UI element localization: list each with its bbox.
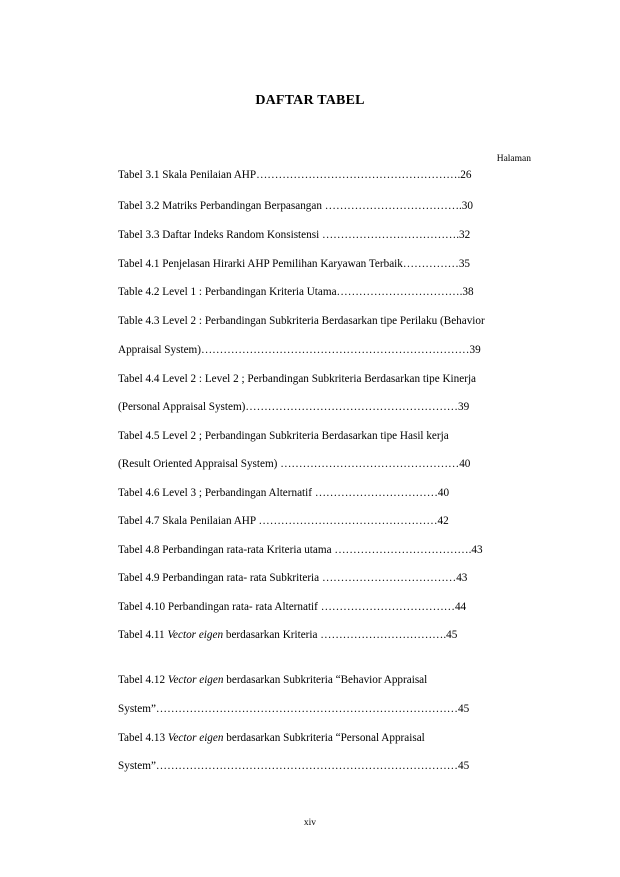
entry-dots: ……………………………. — [320, 629, 447, 641]
entry-text: Tabel 3.3 Daftar Indeks Random Konsistensi — [118, 229, 322, 241]
toc-entry — [118, 702, 469, 716]
halaman-label: Halaman — [496, 154, 531, 164]
entry-page: 45 — [446, 629, 458, 641]
toc-entry — [118, 543, 483, 557]
toc-entry — [118, 228, 470, 242]
entry-text: Tabel 4.8 Perbandingan rata-rata Kriteria utama — [118, 544, 335, 556]
entry-text: Tabel 4.10 Perbandingan rata- rata Alternatif — [118, 601, 321, 613]
entry-page: 30 — [461, 200, 473, 212]
entry-dots: ………………………………………………… — [245, 401, 458, 413]
entry-text: Tabel 3.2 Matriks Perbandingan Berpasangan — [118, 200, 325, 212]
toc-entry — [118, 486, 449, 500]
toc-entry — [118, 628, 457, 642]
entry-page: 45 — [457, 760, 470, 772]
toc-entry — [118, 343, 481, 357]
toc-entry — [118, 571, 467, 585]
toc-entry — [118, 731, 425, 745]
entry-text: Appraisal System) — [118, 344, 201, 356]
entry-text: Tabel 4.6 Level 3 ; Perbandingan Alternatif — [118, 487, 315, 499]
entry-dots: ………………………………. — [334, 544, 472, 556]
toc-entry — [118, 600, 466, 614]
entry-page: 38 — [462, 286, 474, 298]
entry-dots: ……………………………. — [336, 286, 463, 298]
entry-text-post: berdasarkan Kriteria — [223, 629, 321, 641]
entry-text: (Personal Appraisal System) — [118, 401, 246, 413]
entry-text: Table 4.2 Level 1 : Perbandingan Kriteria Utama — [118, 286, 337, 298]
entry-text-pre: Tabel 4.11 — [118, 629, 168, 641]
entry-text-italic: Vector eigen — [167, 629, 224, 641]
entry-text: Tabel 4.1 Penjelasan Hirarki AHP Pemilihan Karyawan Terbaik — [118, 258, 403, 270]
entry-text: Tabel 4.9 Perbandingan rata- rata Subkriteria — [118, 572, 322, 584]
toc-entry — [118, 285, 474, 299]
entry-dots: ………………………………………………. — [256, 169, 461, 181]
entry-page: 39 — [469, 344, 481, 356]
entry-dots: ……………………………………………………………………… — [155, 703, 458, 715]
toc-entry — [118, 514, 449, 528]
entry-text-italic: Vector eigen — [167, 674, 224, 686]
entry-text-italic: Vector eigen — [167, 732, 224, 744]
entry-dots: ………………………………………… — [258, 515, 438, 527]
toc-entry — [118, 759, 469, 773]
entry-page: 39 — [457, 401, 470, 413]
entry-page: 43 — [456, 572, 468, 584]
entry-dots: ……………………………… — [320, 601, 455, 613]
entry-text: Tabel 3.1 Skala Penilaian AHP — [118, 169, 257, 181]
entry-text: Tabel 4.4 Level 2 : Level 2 ; Perbandingan Subkriteria Berdasarkan tipe Kinerja — [118, 373, 477, 385]
entry-text-pre: Tabel 4.13 — [118, 732, 168, 744]
entry-text-post: berdasarkan Subkriteria “Behavior Appraisal — [223, 674, 428, 686]
entry-page: 43 — [471, 544, 483, 556]
entry-text: System” — [118, 703, 156, 715]
entry-dots: ………………………………………… — [280, 458, 460, 470]
toc-entry — [118, 168, 471, 182]
entry-text-post: berdasarkan Subkriteria “Personal Appraisal — [223, 732, 425, 744]
toc-entry — [118, 400, 469, 414]
entry-dots: ……………………………… — [321, 572, 457, 584]
entry-page: 44 — [454, 601, 467, 613]
entry-text: Tabel 4.5 Level 2 ; Perbandingan Subkriteria Berdasarkan tipe Hasil kerja — [118, 430, 449, 442]
entry-dots: …………………………… — [314, 487, 438, 499]
entry-text-pre: Tabel 4.12 — [118, 674, 168, 686]
toc-entry — [118, 429, 449, 443]
toc-entry — [118, 314, 485, 328]
entry-page: 40 — [437, 487, 450, 499]
entry-dots: ………………………………. — [324, 200, 462, 212]
entry-page: 32 — [459, 229, 471, 241]
toc-entry — [118, 257, 470, 271]
toc-entry — [118, 673, 427, 687]
entry-text: Tabel 4.7 Skala Penilaian AHP — [118, 515, 259, 527]
entry-text: System” — [118, 760, 156, 772]
page-number: xiv — [303, 818, 317, 828]
entry-dots: …………… — [402, 258, 459, 270]
entry-text: Table 4.3 Level 2 : Perbandingan Subkriteria Berdasarkan tipe Perilaku (Behavior — [118, 315, 485, 327]
entry-page: 26 — [460, 169, 472, 181]
entry-dots: ………………………………. — [321, 229, 460, 241]
toc-entry — [118, 457, 470, 471]
entry-dots: ……………………………………………………………… — [200, 344, 470, 356]
toc-entry — [118, 199, 473, 213]
entry-page: 42 — [437, 515, 449, 527]
entry-page: 45 — [457, 703, 470, 715]
entry-text: (Result Oriented Appraisal System) — [118, 458, 281, 470]
toc-entry — [118, 372, 476, 386]
page-title: DAFTAR TABEL — [255, 93, 365, 108]
entry-page: 40 — [459, 458, 471, 470]
entry-dots: ……………………………………………………………………… — [155, 760, 458, 772]
entry-page: 35 — [458, 258, 471, 270]
